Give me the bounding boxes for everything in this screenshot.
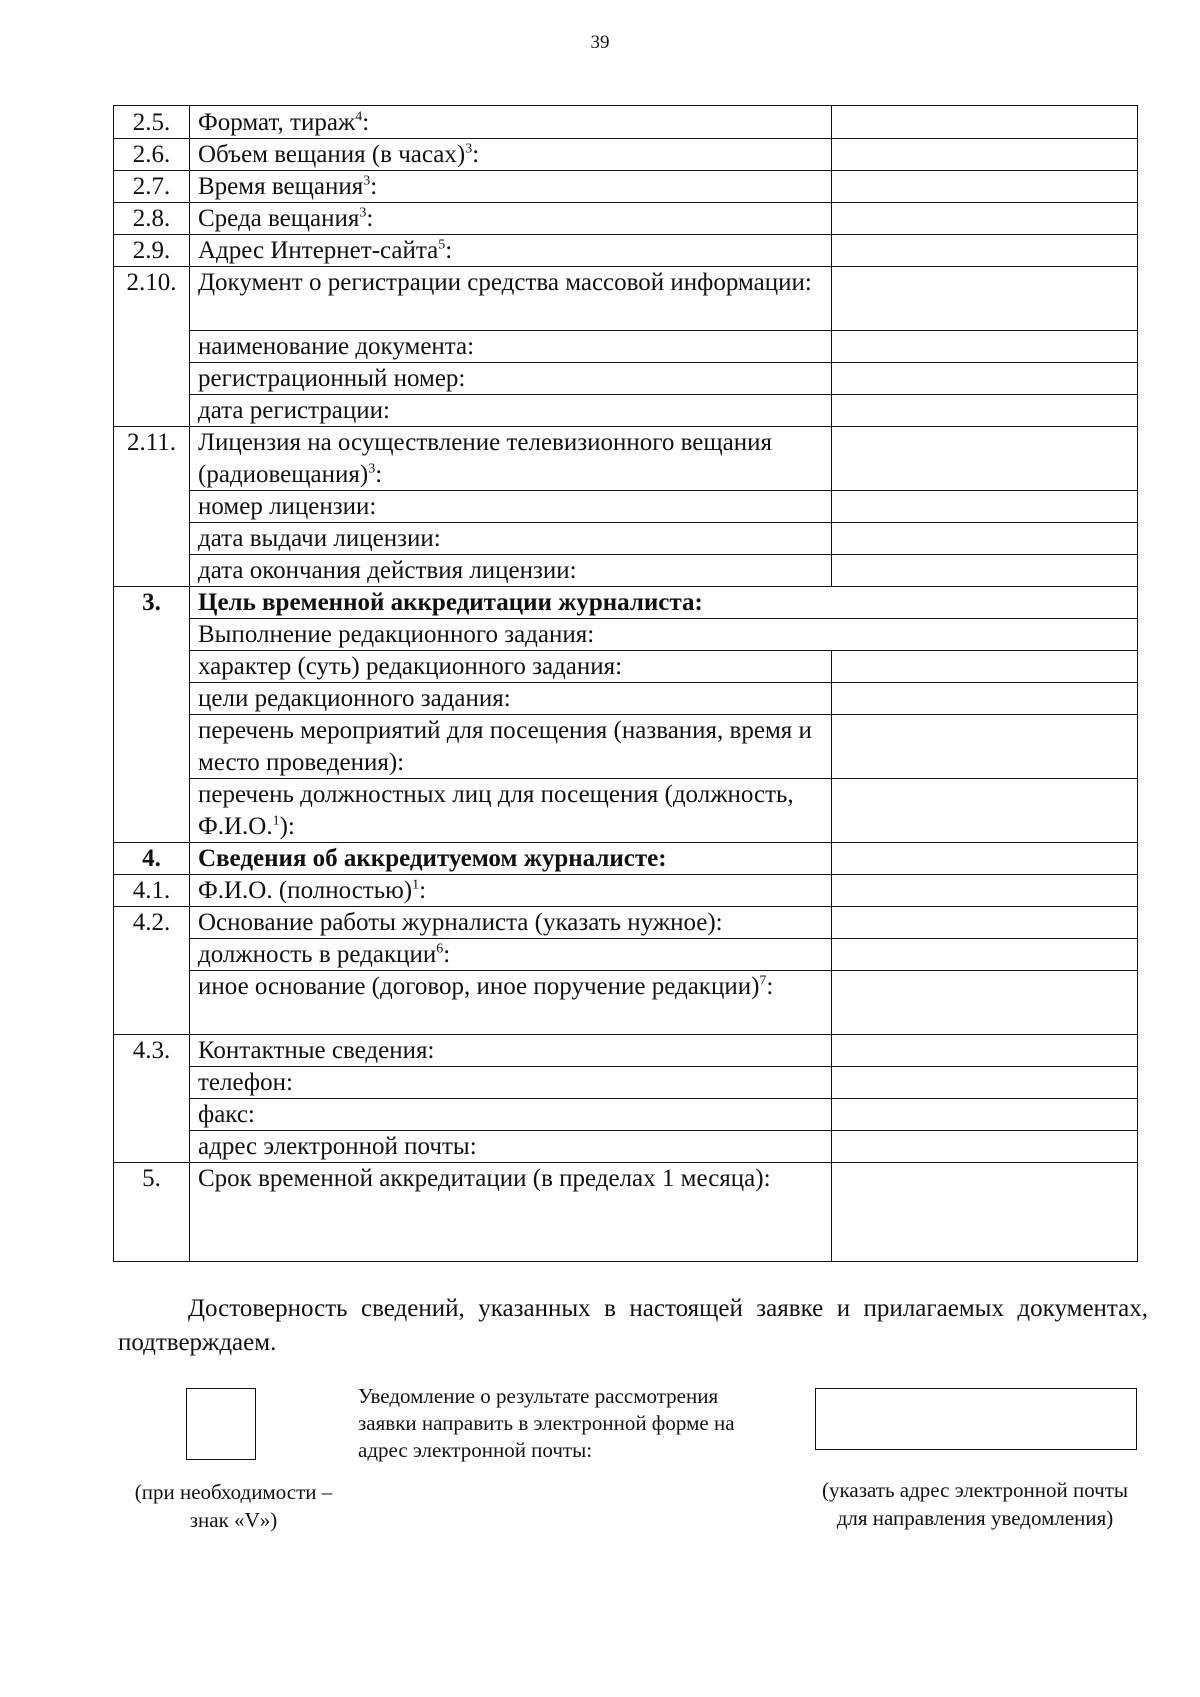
row-number: 2.10. bbox=[126, 269, 177, 296]
table-row bbox=[114, 106, 1137, 138]
row-label: номер лицензии: bbox=[198, 493, 377, 520]
table-row bbox=[114, 426, 1137, 490]
column-divider-value bbox=[831, 106, 832, 586]
table-row bbox=[114, 522, 1137, 554]
notification-label: Уведомление о результате рассмотрения заявки направить в электронной форме на адрес электронной почты: bbox=[358, 1384, 735, 1462]
row-label: Выполнение редакционного задания: bbox=[198, 621, 595, 648]
row-label: телефон: bbox=[198, 1069, 293, 1096]
row-label: иное основание (договор, иное поручение редакции)$^7$: bbox=[198, 973, 774, 1000]
table-row bbox=[114, 682, 1137, 714]
column-divider-value bbox=[831, 650, 832, 1261]
row-number: 4.3. bbox=[132, 1037, 171, 1064]
row-number: 4.1. bbox=[132, 877, 171, 904]
table-row bbox=[114, 330, 1137, 362]
section-heading: Сведения об аккредитуемом журналисте: bbox=[198, 845, 667, 872]
row-divider bbox=[114, 842, 1137, 843]
row-label: Лицензия на осуществление телевизионного вещания (радиовещания)$^3$: bbox=[198, 429, 772, 488]
row-label: дата окончания действия лицензии: bbox=[198, 557, 577, 584]
row-number: 5. bbox=[142, 1165, 161, 1192]
checkbox-hint: (при необходимости – знак «V») bbox=[134, 1480, 333, 1532]
table-row bbox=[114, 554, 1137, 586]
row-divider bbox=[189, 1130, 1137, 1131]
table-row bbox=[114, 874, 1137, 906]
table-row bbox=[114, 1162, 1137, 1226]
row-divider bbox=[189, 362, 1137, 363]
notification-checkbox[interactable] bbox=[186, 1388, 256, 1460]
row-divider bbox=[189, 650, 1137, 651]
row-divider bbox=[114, 138, 1137, 139]
row-number: 2.5. bbox=[132, 109, 171, 136]
row-divider bbox=[189, 522, 1137, 523]
section-heading: Цель временной аккредитации журналиста: bbox=[198, 589, 703, 616]
row-label: Адрес Интернет-сайта$^5$: bbox=[198, 237, 453, 264]
row-label: должность в редакции$^6$: bbox=[198, 941, 451, 968]
confirmation-text: Достоверность сведений, указанных в настоящей заявке и прилагаемых документах, подтверждаем. bbox=[118, 1295, 1148, 1356]
row-divider bbox=[189, 490, 1137, 491]
page-number: 39 bbox=[590, 32, 610, 53]
row-label: Контактные сведения: bbox=[198, 1037, 435, 1064]
table-row bbox=[114, 394, 1137, 426]
email-hint: (указать адрес электронной почты для направления уведомления) bbox=[822, 1478, 1128, 1530]
row-divider bbox=[189, 970, 1137, 971]
table-row bbox=[114, 906, 1137, 938]
row-divider bbox=[114, 234, 1137, 235]
table-row bbox=[114, 938, 1137, 970]
row-label: адрес электронной почты: bbox=[198, 1133, 477, 1160]
row-divider bbox=[114, 586, 1137, 587]
row-label: Среда вещания$^3$: bbox=[198, 205, 374, 232]
row-label: перечень мероприятий для посещения (названия, время и место проведения): bbox=[198, 717, 812, 776]
table-row bbox=[114, 170, 1137, 202]
table-row bbox=[114, 362, 1137, 394]
row-number: 2.8. bbox=[132, 205, 171, 232]
row-number: 2.6. bbox=[132, 141, 171, 168]
row-divider bbox=[189, 618, 1137, 619]
row-divider bbox=[114, 426, 1137, 427]
table-row bbox=[114, 650, 1137, 682]
table-row bbox=[114, 1098, 1137, 1130]
row-number: 4.2. bbox=[132, 909, 171, 936]
table-row bbox=[114, 970, 1137, 1034]
table-row bbox=[114, 1066, 1137, 1098]
row-divider bbox=[189, 938, 1137, 939]
table-row bbox=[114, 138, 1137, 170]
row-label: Время вещания$^3$: bbox=[198, 173, 378, 200]
row-divider bbox=[189, 330, 1137, 331]
row-label: Основание работы журналиста (указать нужное): bbox=[198, 909, 723, 936]
column-divider-number bbox=[189, 106, 190, 1261]
accreditation-form-table bbox=[113, 105, 1138, 1262]
row-label: Ф.И.О. (полностью)$^1$: bbox=[198, 877, 427, 904]
section-number: 3. bbox=[142, 589, 161, 616]
notification-email-field[interactable] bbox=[815, 1388, 1137, 1450]
row-divider bbox=[114, 266, 1137, 267]
row-divider bbox=[189, 554, 1137, 555]
row-divider bbox=[114, 906, 1137, 907]
table-row bbox=[114, 842, 1137, 874]
section-number: 4. bbox=[142, 845, 161, 872]
row-label: дата выдачи лицензии: bbox=[198, 525, 441, 552]
row-number: 2.11. bbox=[126, 429, 177, 456]
table-row bbox=[114, 586, 1137, 618]
row-divider bbox=[114, 1162, 1137, 1163]
table-row bbox=[114, 714, 1137, 778]
row-label: перечень должностных лиц для посещения (должность, Ф.И.О.$^1$): bbox=[198, 781, 794, 840]
row-number: 2.9. bbox=[132, 237, 171, 264]
row-divider bbox=[189, 394, 1137, 395]
row-divider bbox=[189, 682, 1137, 683]
row-label: наименование документа: bbox=[198, 333, 475, 360]
table-row bbox=[114, 778, 1137, 842]
table-row bbox=[114, 1034, 1137, 1066]
table-row bbox=[114, 266, 1137, 330]
row-label: цели редакционного задания: bbox=[198, 685, 511, 712]
row-label: факс: bbox=[198, 1101, 255, 1128]
table-row bbox=[114, 234, 1137, 266]
row-label: Документ о регистрации средства массовой информации: bbox=[198, 269, 812, 296]
table-row bbox=[114, 490, 1137, 522]
row-number: 2.7. bbox=[132, 173, 171, 200]
row-divider bbox=[114, 874, 1137, 875]
row-divider bbox=[189, 778, 1137, 779]
row-label: регистрационный номер: bbox=[198, 365, 466, 392]
row-divider bbox=[114, 202, 1137, 203]
row-divider bbox=[189, 1066, 1137, 1067]
row-divider bbox=[114, 170, 1137, 171]
table-row bbox=[114, 618, 1137, 650]
row-label: дата регистрации: bbox=[198, 397, 390, 424]
row-divider bbox=[114, 1034, 1137, 1035]
row-divider bbox=[189, 1098, 1137, 1099]
row-label: Объем вещания (в часах)$^3$: bbox=[198, 141, 480, 168]
table-row bbox=[114, 1130, 1137, 1162]
row-label: Срок временной аккредитации (в пределах 1 месяца): bbox=[198, 1165, 771, 1192]
table-row bbox=[114, 202, 1137, 234]
row-label: Формат, тираж$^4$: bbox=[198, 109, 370, 136]
row-label: характер (суть) редакционного задания: bbox=[198, 653, 623, 680]
row-divider bbox=[189, 714, 1137, 715]
